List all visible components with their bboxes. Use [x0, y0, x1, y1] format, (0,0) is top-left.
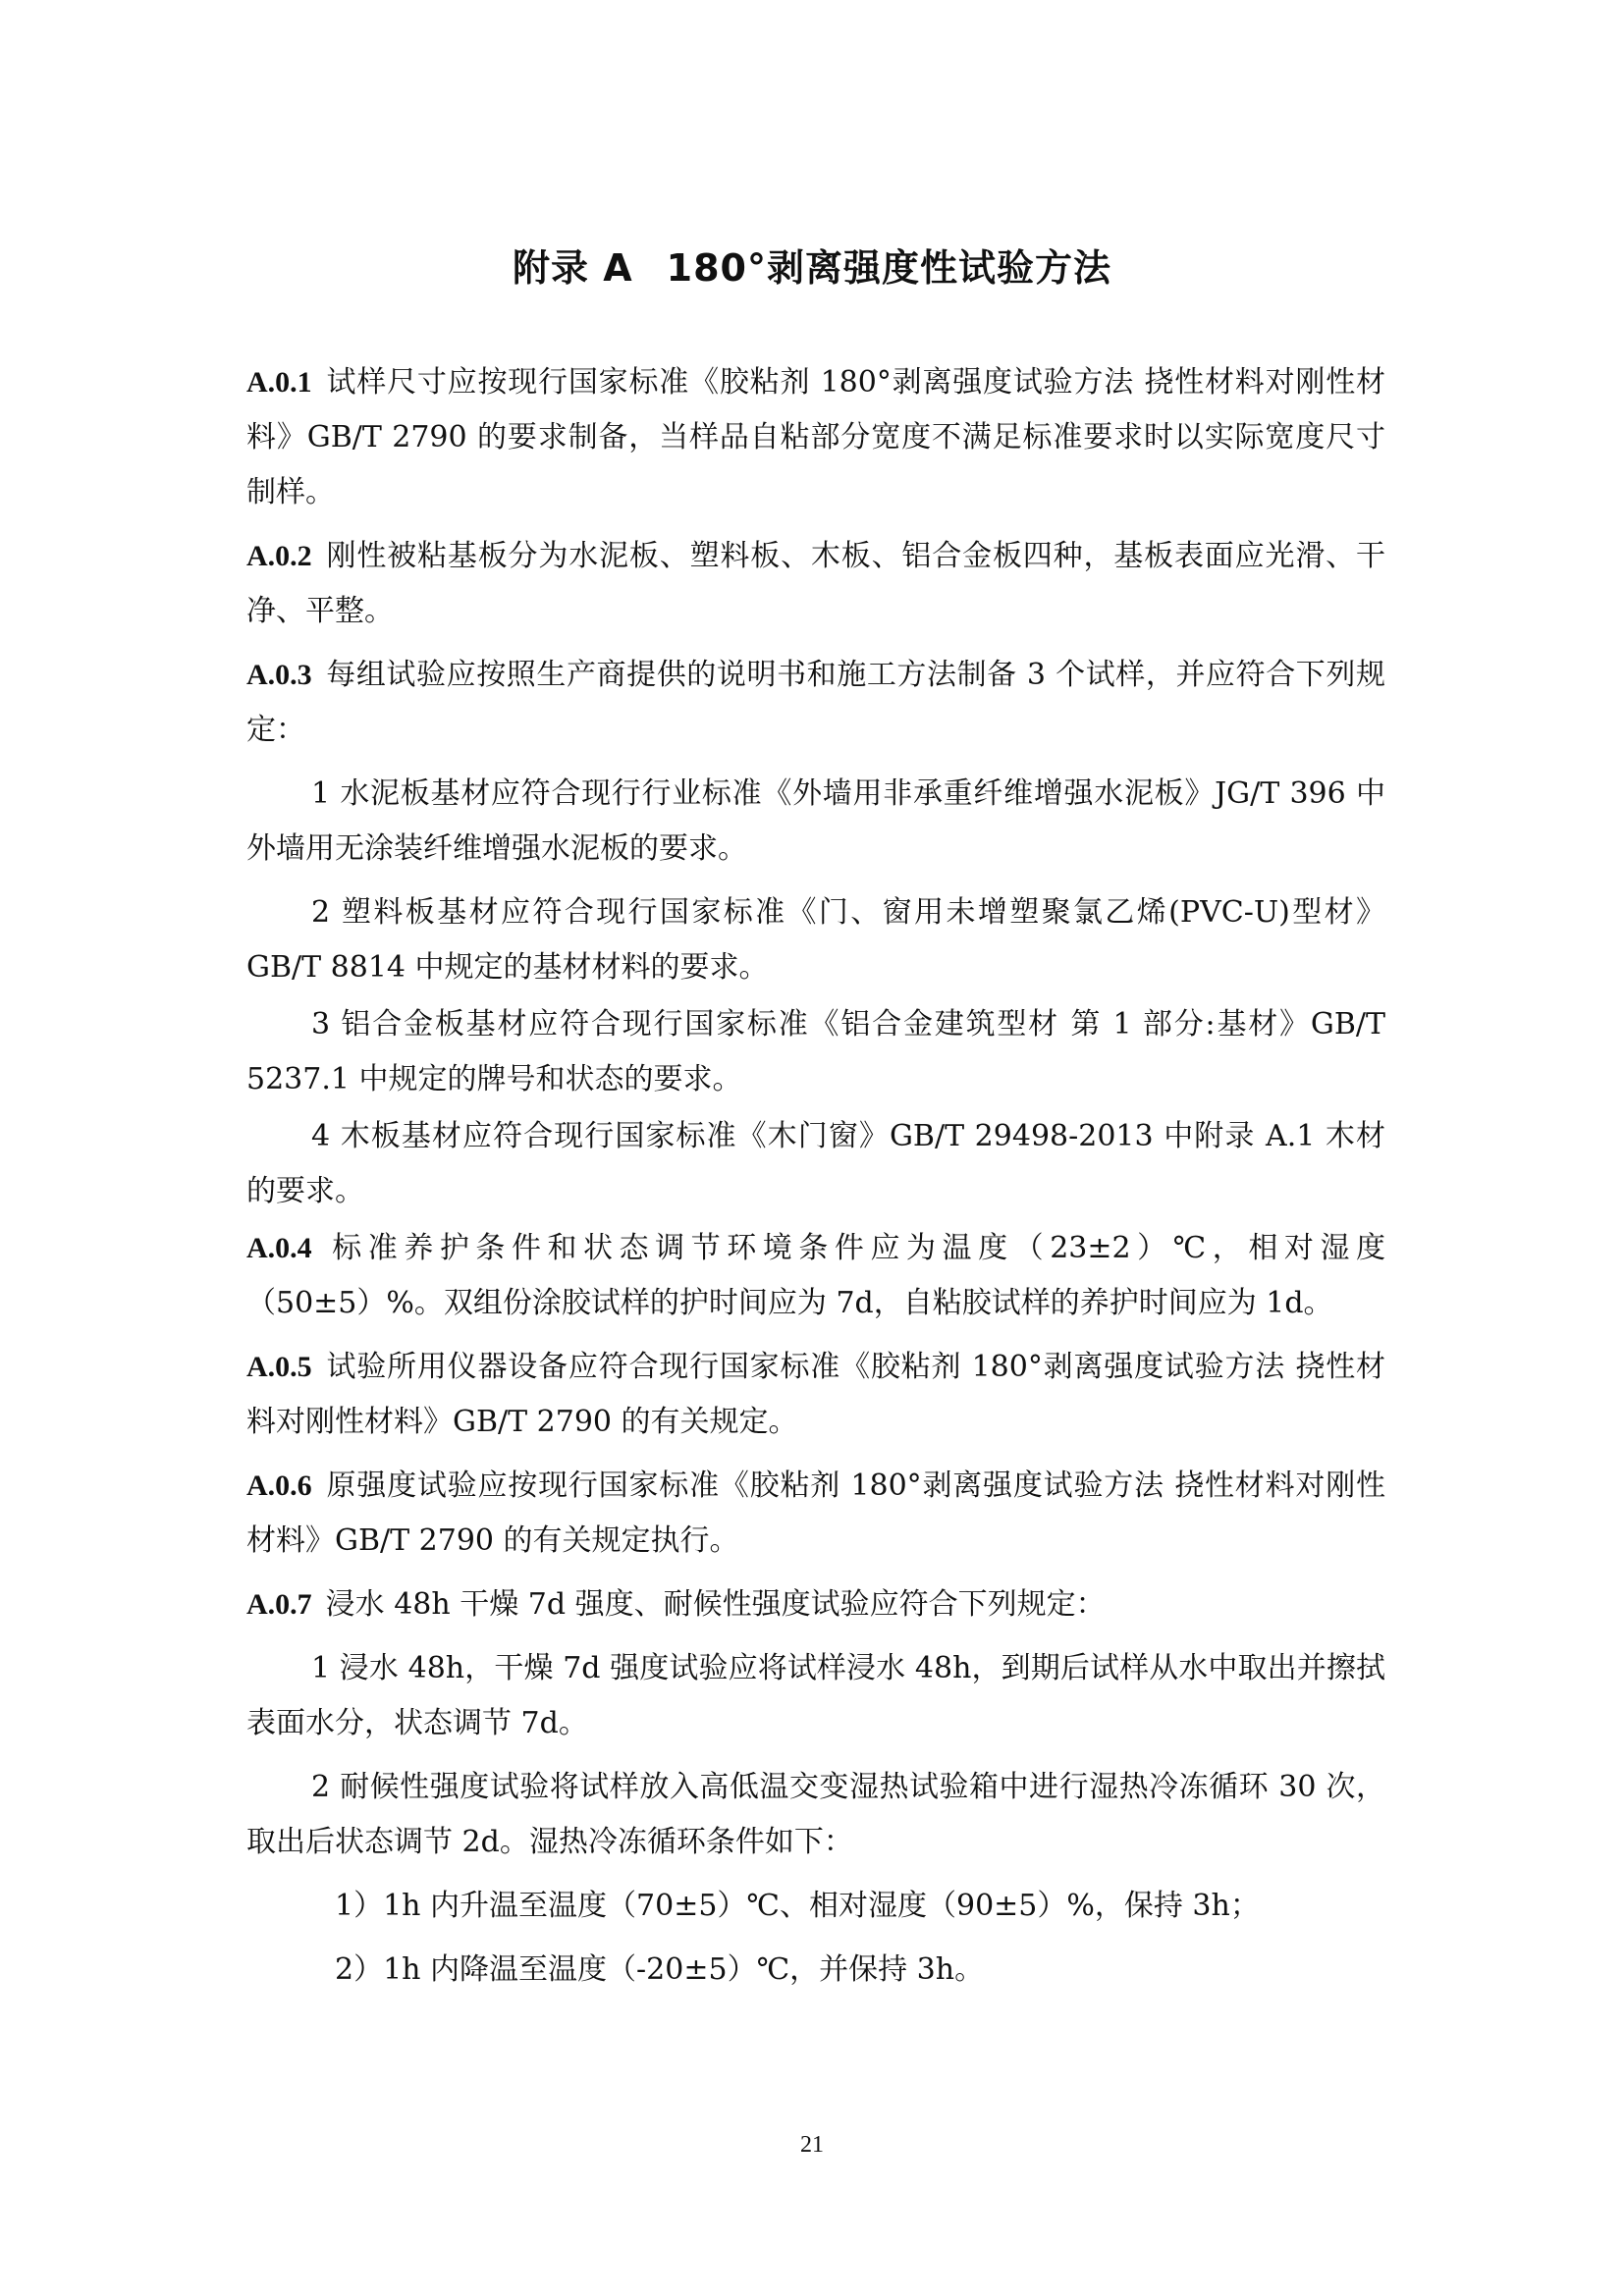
clause-number: A.0.4 — [246, 1232, 312, 1264]
clause-a03 — [246, 648, 1385, 758]
list-item: 2 塑料板基材应符合现行国家标准《门、窗用未增塑聚氯乙烯(PVC-U)型材》GB/T 8814 中规定的基材材料的要求。 — [246, 895, 1385, 985]
clause-text: 浸水 48h 干燥 7d 强度、耐候性强度试验应符合下列规定： — [325, 1587, 1106, 1622]
list-item: 4 木板基材应符合现行国家标准《木门窗》GB/T 29498-2013 中附录 A.1 木材的要求。 — [246, 1119, 1385, 1208]
clause-a04 — [246, 1221, 1385, 1331]
page-title — [0, 240, 1624, 295]
list-item: 3 铝合金板基材应符合现行国家标准《铝合金建筑型材 第 1 部分:基材》GB/T 5237.1 中规定的牌号和状态的要求。 — [246, 1007, 1385, 1096]
appendix-label: 附录 A — [513, 246, 633, 290]
clause-a05 — [246, 1340, 1385, 1450]
clause-a06 — [246, 1459, 1385, 1569]
clause-text: 每组试验应按照生产商提供的说明书和施工方法制备 3 个试样，并应符合下列规定： — [246, 658, 1385, 747]
sub-list-item: 1）1h 内升温至温度（70±5）℃、相对湿度（90±5）%，保持 3h； — [335, 1889, 1260, 1923]
clause-text: 试样尺寸应按现行国家标准《胶粘剂 180°剥离强度试验方法 挠性材料对刚性材料》GB/T 2790 的要求制备，当样品自粘部分宽度不满足标准要求时以实际宽度尺寸制样。 — [246, 365, 1385, 509]
list-item: 1 浸水 48h，干燥 7d 强度试验应将试样浸水 48h，到期后试样从水中取出并擦拭表面水分，状态调节 7d。 — [246, 1651, 1385, 1740]
clause-a07 — [246, 1577, 1385, 1632]
appendix-title: 180°剥离强度性试验方法 — [666, 246, 1111, 290]
clause-text: 刚性被粘基板分为水泥板、塑料板、木板、铝合金板四种，基板表面应光滑、干净、平整。 — [246, 539, 1385, 628]
document-body — [246, 355, 1385, 2006]
clause-text: 原强度试验应按现行国家标准《胶粘剂 180°剥离强度试验方法 挠性材料对刚性材料》GB/T 2790 的有关规定执行。 — [246, 1468, 1385, 1558]
list-item: 2 耐候性强度试验将试样放入高低温交变湿热试验箱中进行湿热冷冻循环 30 次，取出后状态调节 2d。湿热冷冻循环条件如下： — [246, 1770, 1385, 1859]
clause-number: A.0.2 — [246, 540, 312, 572]
clause-number: A.0.5 — [246, 1351, 312, 1383]
clause-a01 — [246, 355, 1385, 520]
clause-text: 试验所用仪器设备应符合现行国家标准《胶粘剂 180°剥离强度试验方法 挠性材料对刚性材料》GB/T 2790 的有关规定。 — [246, 1350, 1385, 1439]
clause-number: A.0.7 — [246, 1588, 312, 1621]
list-item: 1 水泥板基材应符合现行行业标准《外墙用非承重纤维增强水泥板》JG/T 396 中外墙用无涂装纤维增强水泥板的要求。 — [246, 776, 1385, 866]
clause-text: 标准养护条件和状态调节环境条件应为温度（23±2）℃，相对湿度（50±5）%。双组份涂胶试样的护时间应为 7d，自粘胶试样的养护时间应为 1d。 — [246, 1231, 1385, 1320]
clause-number: A.0.3 — [246, 659, 312, 691]
page-number: 21 — [800, 2132, 824, 2158]
sub-list-item: 2）1h 内降温至温度（-20±5）℃，并保持 3h。 — [335, 1952, 985, 1987]
clause-number: A.0.6 — [246, 1469, 312, 1502]
clause-a02 — [246, 529, 1385, 639]
clause-number: A.0.1 — [246, 366, 312, 399]
